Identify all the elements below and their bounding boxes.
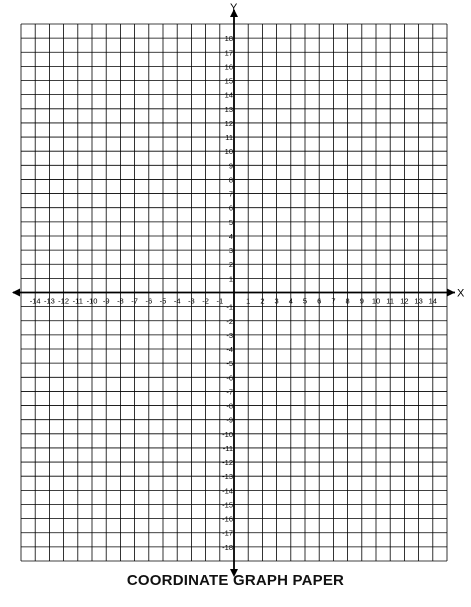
y-tick-label: -2 [226,316,233,326]
x-tick-label: -4 [173,296,181,306]
x-tick-label: 9 [359,296,364,306]
y-tick-label: -16 [222,514,233,524]
y-tick-label: 5 [228,217,233,227]
y-tick-label: -15 [222,500,233,510]
x-tick-label: -3 [188,296,195,306]
y-tick-label: 10 [224,147,233,157]
y-tick-label: 12 [224,118,233,128]
y-tick-label: -11 [222,443,233,453]
y-axis-label: Y [230,2,238,14]
y-tick-label: 4 [228,231,233,241]
y-tick-label: 1 [228,274,233,284]
y-tick-label: 2 [228,260,233,270]
x-tick-label: -13 [43,296,55,306]
y-tick-label: -14 [222,486,233,496]
y-tick-label: 6 [228,203,233,213]
y-tick-label: 15 [224,76,233,86]
x-tick-label: -8 [117,296,124,306]
x-tick-label: -14 [29,296,41,306]
y-tick-label: -4 [226,345,233,355]
x-tick-label: 3 [274,296,279,306]
x-tick-label: 11 [386,296,395,306]
y-tick-label: 14 [224,90,233,100]
y-tick-label: 18 [224,34,233,44]
y-tick-label: -17 [222,528,233,538]
x-axis-label: X [457,287,465,300]
y-tick-label: -6 [226,373,233,383]
axis-lines [12,9,455,577]
y-tick-label: 17 [224,48,233,58]
y-tick-label: 11 [225,133,233,143]
y-tick-label: -12 [222,458,233,468]
x-tick-label: 7 [331,296,336,306]
y-tick-label: -18 [222,542,233,552]
x-tick-label: -7 [131,296,138,306]
y-tick-label: -13 [222,472,233,482]
x-tick-label: -5 [159,296,167,306]
x-tick-label: 14 [428,296,437,306]
x-tick-label: -1 [216,296,224,306]
x-tick-label: 4 [288,296,293,306]
x-tick-label: -6 [145,296,153,306]
x-tick-label: 12 [400,296,409,306]
y-tick-label: 13 [224,104,233,114]
x-tick-label: -11 [72,296,83,306]
x-tick-label: -2 [202,296,209,306]
y-tick-label: -7 [226,387,233,397]
y-tick-label: -5 [226,359,233,369]
y-tick-label: -3 [226,330,233,340]
y-tick-label: -1 [226,302,233,312]
x-tick-label: 8 [345,296,350,306]
x-tick-label: -10 [86,296,98,306]
y-tick-label: 3 [228,246,233,256]
x-tick-label: -9 [102,296,110,306]
y-tick-label: -8 [226,401,233,411]
x-tick-label: 6 [317,296,322,306]
x-tick-label: 13 [414,296,423,306]
x-tick-label: 5 [302,296,308,306]
y-tick-label: 16 [224,62,233,72]
y-tick-label: -10 [222,429,233,439]
y-tick-label: 7 [228,189,233,199]
x-tick-label: 10 [371,296,381,306]
x-tick-label: 2 [260,296,265,306]
x-axis-arrow-right [447,289,455,297]
x-axis-arrow-left [12,289,20,297]
y-tick-label: -9 [226,415,233,425]
y-tick-label: 8 [228,175,233,185]
page-title: COORDINATE GRAPH PAPER [126,572,345,589]
x-tick-label: -12 [58,296,70,306]
x-tick-label: 1 [246,296,251,306]
y-tick-label: 9 [228,161,233,171]
